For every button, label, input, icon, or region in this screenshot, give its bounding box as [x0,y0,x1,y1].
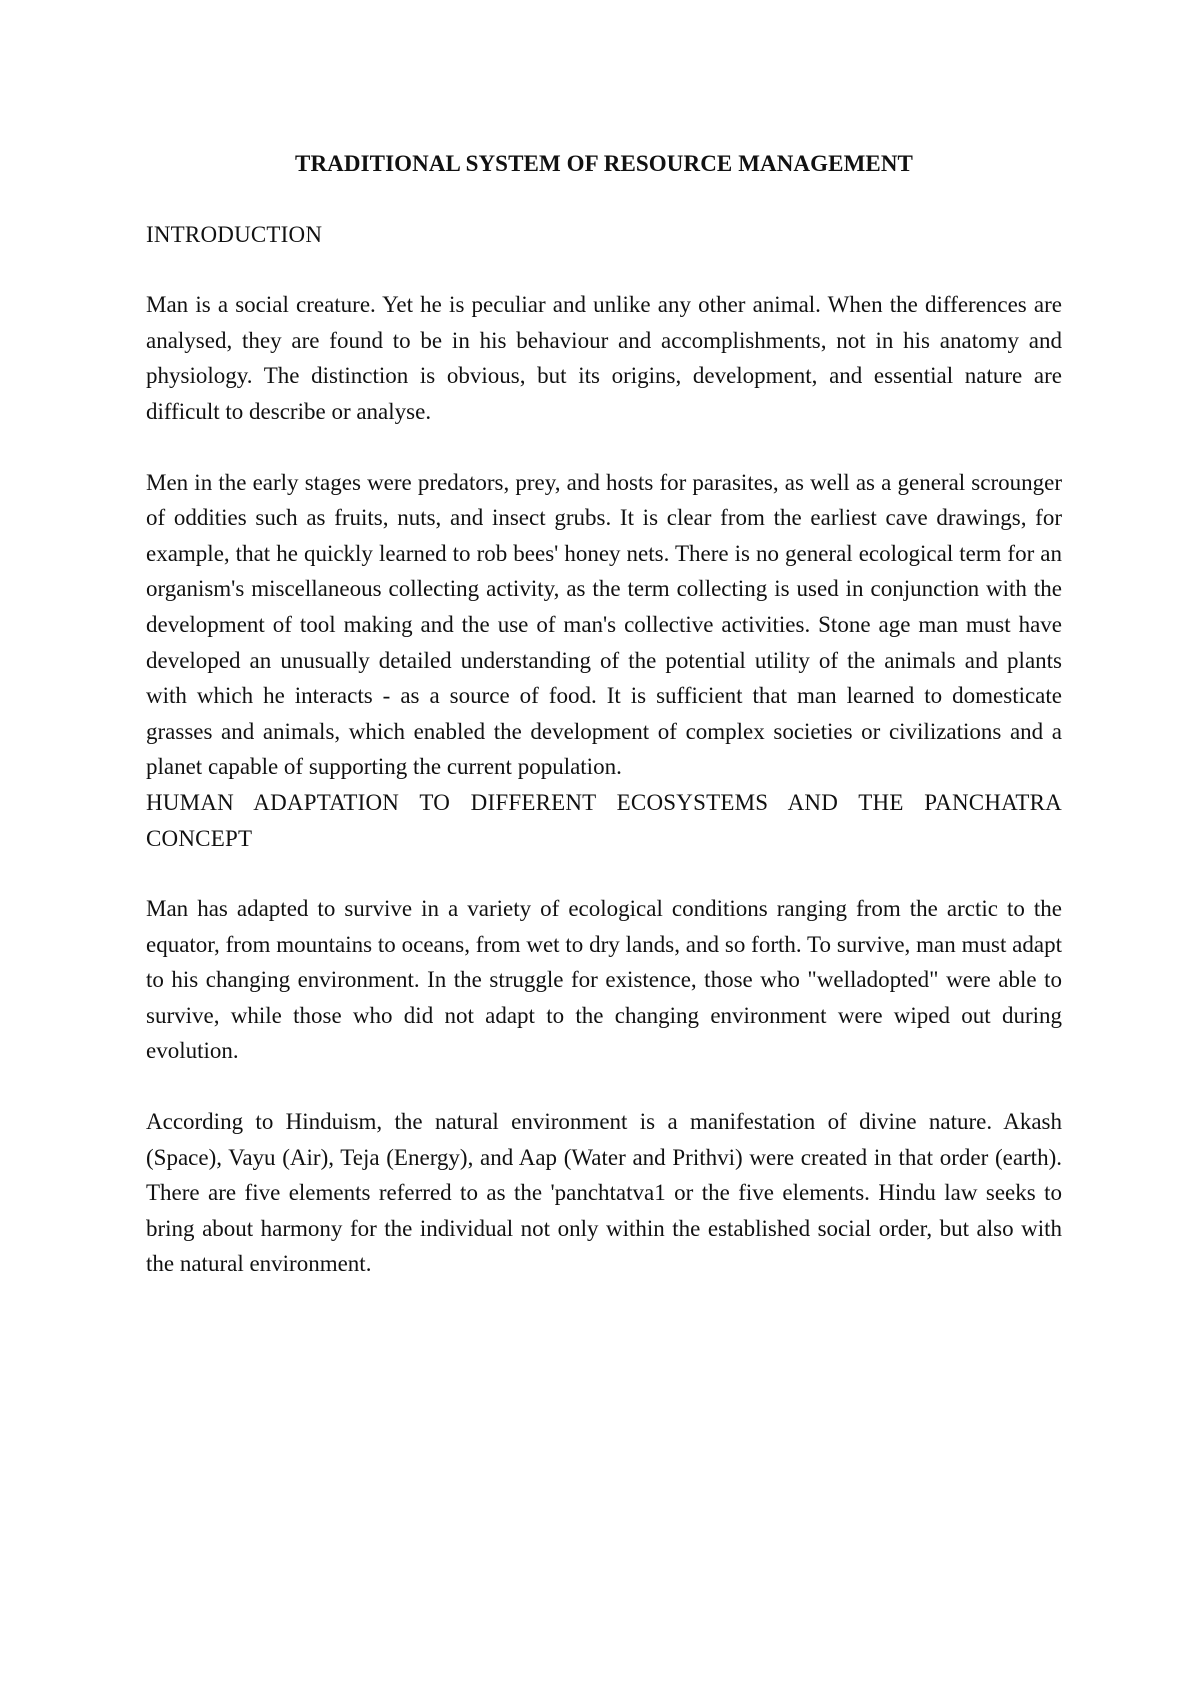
document-body [146,146,1062,1282]
section-heading: HUMAN ADAPTATION TO DIFFERENT ECOSYSTEMS AND THE PANCHATRA CONCEPT [146,789,1062,851]
paragraph: Man is a social creature. Yet he is peculiar and unlike any other animal. When the differences are analysed, they are found to be in his behaviour and accomplishments, not in his anatomy and physiology. The distinction is obvious, but its origins, development, and essential nature are difficult to describe or analyse. [146,292,1062,424]
paragraph: Men in the early stages were predators, prey, and hosts for parasites, as well as a general scrounger of oddities such as fruits, nuts, and insect grubs. It is clear from the earliest cave drawings, for example, that he quickly learned to rob bees' honey nets. There is no general ecological term for an organism's miscellaneous collecting activity, as the term collecting is used in conjunction with the development of tool making and the use of man's collective activities. Stone age man must have developed an unusually detailed understanding of the potential utility of the animals and plants with which he interacts - as a source of food. It is sufficient that man learned to domesticate grasses and animals, which enabled the development of complex societies or civilizations and a planet capable of supporting the current population. [146,469,1062,780]
section-introduction [146,217,1062,785]
paragraph: Man has adapted to survive in a variety of ecological conditions ranging from the arctic to the equator, from mountains to oceans, from wet to dry lands, and so forth. To survive, man must adapt to his changing environment. In the struggle for existence, those who "welladopted" were able to survive, while those who did not adapt to the changing environment were wiped out during evolution. [146,896,1062,1064]
paragraph: According to Hinduism, the natural environment is a manifestation of divine nature. Akash (Space), Vayu (Air), Teja (Energy), and Aap (Water and Prithvi) were created in that order (earth). There are five elements referred to as the 'panchtatva1 or the five elements. Hindu law seeks to bring about harmony for the individual not only within the established social order, but also with the natural environment. [146,1109,1062,1277]
section-heading: INTRODUCTION [146,221,323,247]
document-title: TRADITIONAL SYSTEM OF RESOURCE MANAGEMENT [295,151,913,176]
section-human-adaptation [146,785,1062,1282]
